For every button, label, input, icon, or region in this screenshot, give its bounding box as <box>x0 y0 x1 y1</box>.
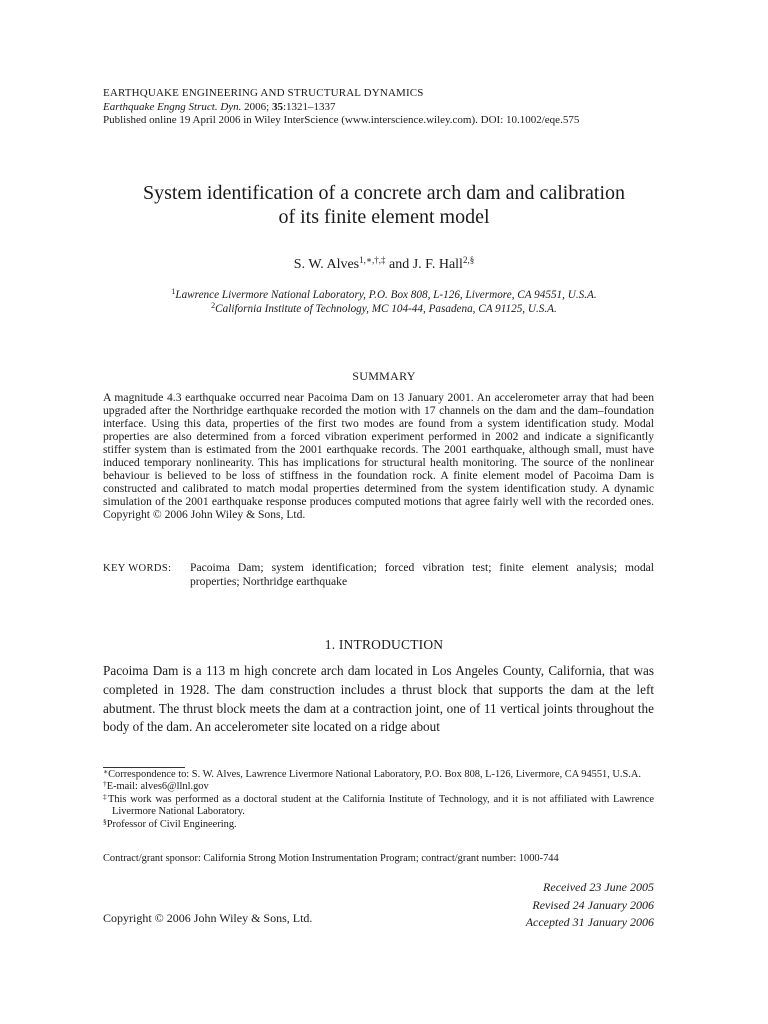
footnote-text: This work was performed as a doctoral student at the California Institute of Technology, and it is not affiliated with Lawrence Livermore National Laboratory. <box>107 793 655 818</box>
paper-title <box>60 181 708 229</box>
footnotes <box>103 769 654 831</box>
title-line-1: System identification of a concrete arch dam and calibration <box>142 182 626 204</box>
received-date: Received 23 June 2005 <box>543 880 654 894</box>
citation-pages: :1321–1337 <box>282 100 336 113</box>
author-2-marks: 2,§ <box>462 255 475 265</box>
footnote <box>103 781 654 793</box>
published-line: Published online 19 April 2006 in Wiley InterScience (www.interscience.wiley.com). DOI: 10.1002/eqe.575 <box>103 114 580 126</box>
affiliation-1-text: Lawrence Livermore National Laboratory, P.O. Box 808, L-126, Livermore, CA 94551, U.S.A. <box>175 289 597 301</box>
affiliation-2 <box>60 302 708 316</box>
footnote-text: Professor of Civil Engineering. <box>106 818 237 830</box>
author-2: J. F. Hall <box>412 257 463 272</box>
footnote <box>103 769 654 781</box>
title-line-2: of its finite element model <box>278 206 490 228</box>
footnote-mark: ‡ <box>103 791 108 801</box>
affiliation-1 <box>60 288 708 302</box>
introduction-text: Pacoima Dam is a 113 m high concrete arch dam located in Los Angeles County, California, that was completed in 1928. The dam construction includes a thrust block that supports the dam at the left abutment. The thrust block meets the dam at a contraction joint, one of 11 vertical joints throughout the body of the dam. An accelerometer site located on a ridge about <box>103 663 654 735</box>
affiliations <box>60 288 708 316</box>
revised-date: Revised 24 January 2006 <box>532 897 654 912</box>
footnote-mark: ∗ <box>103 767 109 776</box>
journal-header <box>103 87 663 128</box>
journal-name: EARTHQUAKE ENGINEERING AND STRUCTURAL DYNAMICS <box>103 87 424 99</box>
section-heading-introduction: 1. INTRODUCTION <box>324 637 444 652</box>
author-separator: and <box>385 257 413 272</box>
contract-grant-line: Contract/grant sponsor: California Strong Motion Instrumentation Program; contract/grant number: 1000-744 <box>103 853 559 864</box>
footnote-text: E-mail: alves6@llnl.gov <box>106 781 209 793</box>
keywords-label: KEY WORDS: <box>103 563 172 574</box>
citation-year: 2006; <box>244 100 270 113</box>
footnote-mark: † <box>103 779 107 789</box>
affiliation-1-mark: 1 <box>171 287 176 296</box>
footnote <box>103 816 654 831</box>
author-line <box>60 256 708 274</box>
citation-volume: 35 <box>271 100 283 113</box>
author-1: S. W. Alves <box>293 257 360 272</box>
summary-heading: SUMMARY <box>352 369 416 383</box>
summary-text: A magnitude 4.3 earthquake occurred near Pacoima Dam on 13 January 2001. An accelerometer array that had been upgraded after the Northridge earthquake recorded the motion with 17 channels on the dam and the dam–foundation interface. Using this data, properties of the first two modes are found from a system identification study. Modal properties are also determined from a forced vibration experiment performed in 2002 and indicate a significantly stiffer system than is estimated from the 2001 earthquake records. The 2001 earthquake, although small, must have induced temporary nonlinearity. This has implications for structural health monitoring. The source of the nonlinear behaviour is believed to be loss of stiffness in the foundation rock. A finite element model of Pacoima Dam is constructed and calibrated to match modal properties determined from the system identification study. A dynamic simulation of the 2001 earthquake response produces computed motions that agree fairly well with the recorded ones. Copyright © 2006 John Wiley & Sons, Ltd. <box>103 391 654 521</box>
author-1-marks: 1,∗,†,‡ <box>359 255 386 265</box>
affiliation-2-mark: 2 <box>211 301 216 310</box>
footnote-rule <box>103 767 185 768</box>
journal-abbrev: Earthquake Engng Struct. Dyn. <box>103 100 242 113</box>
journal-citation <box>103 101 663 115</box>
footnote-mark: § <box>103 816 107 826</box>
footnote <box>103 791 655 819</box>
keywords-text: Pacoima Dam; system identification; forced vibration test; finite element analysis; modal properties; Northridge earthquake <box>190 561 654 588</box>
accepted-date: Accepted 31 January 2006 <box>525 915 654 929</box>
footnote-text: Correspondence to: S. W. Alves, Lawrence Livermore National Laboratory, P.O. Box 808, L-126, Livermore, CA 94551, U.S.A. <box>108 769 642 780</box>
copyright-notice: Copyright © 2006 John Wiley & Sons, Ltd. <box>103 911 313 925</box>
affiliation-2-text: California Institute of Technology, MC 104-44, Pasadena, CA 91125, U.S.A. <box>215 303 557 315</box>
submission-dates <box>526 879 654 932</box>
